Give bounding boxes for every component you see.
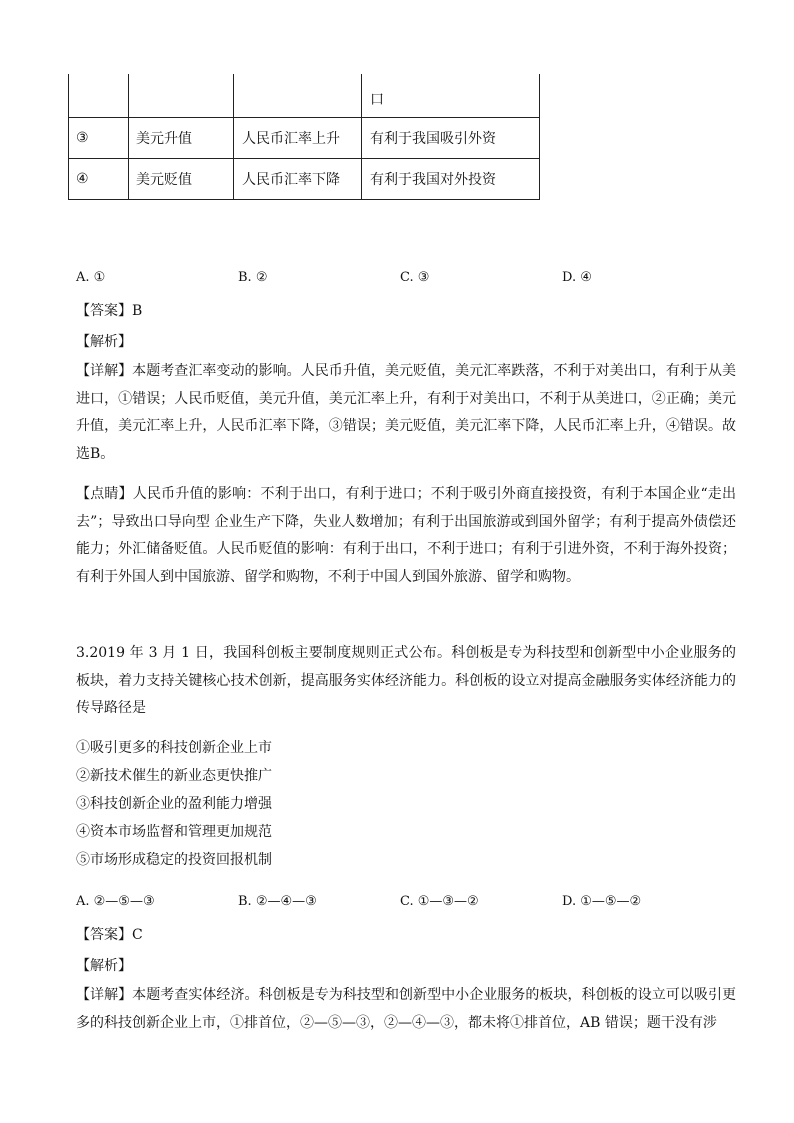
q3-analysis-label: 【解析】 — [76, 958, 132, 974]
table-cell: 美元贬值 — [129, 158, 234, 199]
table-row — [69, 117, 540, 158]
q3-item-1: ①吸引更多的科技创新企业上市 — [76, 740, 272, 756]
option-d[interactable]: D. ④ — [562, 270, 592, 285]
q2-tip: 【点睛】人民币升值的影响：不利于出口，有利于进口；不利于吸引外商直接投资，有利于本国企业“走出去”；导致出口导向型 企业生产下降，失业人数增加；有利于出国旅游或到国外留学；有利于提高外债偿还能力；外汇储备贬值。人民币贬值的影响：有利于出口，不利于进口；有利于引进外资，不利于海外投资；有利于外国人到中国旅游、留学和购物，不利于中国人到国外旅游、留学和购物。 — [76, 486, 736, 585]
table-cell: 人民币汇率下降 — [234, 158, 362, 199]
q3-item-2: ②新技术催生的新业态更快推广 — [76, 768, 272, 784]
table-cell: 有利于我国吸引外资 — [362, 117, 540, 158]
option-d[interactable]: D. ①—⑤—② — [562, 894, 642, 909]
table-cell: ④ — [69, 158, 129, 199]
table-cell — [69, 74, 129, 117]
table-row — [69, 74, 540, 117]
exchange-rate-table — [68, 74, 540, 200]
q3-item-3: ③科技创新企业的盈利能力增强 — [76, 796, 272, 812]
table-cell — [129, 74, 234, 117]
q3-detail: 【详解】本题考查实体经济。科创板是专为科技型和创新型中小企业服务的板块，科创板的设立可以吸引更多的科技创新企业上市，①排首位，②—⑤—③，②—④—③，都未将①排首位，AB 错误；题干没有涉 — [76, 987, 736, 1031]
table-cell: 有利于我国对外投资 — [362, 158, 540, 199]
option-c[interactable]: C. ③ — [400, 270, 430, 285]
table-cell: 口 — [362, 74, 540, 117]
q3-item-4: ④资本市场监督和管理更加规范 — [76, 824, 272, 840]
q3-stem: 3.2019 年 3 月 1 日，我国科创板主要制度规则正式公布。科创板是专为科技型和创新型中小企业服务的板块，着力支持关键核心技术创新，提高服务实体经济能力。科创板的设立对提高金融服务实体经济能力的传导路径是 — [76, 645, 736, 716]
q2-detail: 【详解】本题考查汇率变动的影响。人民币升值，美元贬值，美元汇率跌落，不利于对美出口，有利于从美进口，①错误；人民币贬值，美元升值，美元汇率上升，有利于对美出口，不利于从美进口，②正确；美元升值，美元汇率上升，人民币汇率下降，③错误；美元贬值，美元汇率下降，人民币汇率上升，④错误。故选B。 — [76, 363, 736, 462]
option-a[interactable]: A. ① — [76, 270, 106, 285]
option-b[interactable]: B. ② — [238, 270, 268, 285]
table-cell: ③ — [69, 117, 129, 158]
option-a[interactable]: A. ②—⑤—③ — [76, 894, 155, 909]
table-cell — [234, 74, 362, 117]
q2-analysis-label: 【解析】 — [76, 334, 132, 350]
option-c[interactable]: C. ①—③—② — [400, 894, 479, 909]
table-cell: 美元升值 — [129, 117, 234, 158]
table-cell: 人民币汇率上升 — [234, 117, 362, 158]
q3-item-5: ⑤市场形成稳定的投资回报机制 — [76, 852, 272, 868]
table-row — [69, 158, 540, 199]
q2-answer: 【答案】B — [76, 303, 143, 319]
option-b[interactable]: B. ②—④—③ — [238, 894, 317, 909]
q3-answer: 【答案】C — [76, 927, 143, 943]
